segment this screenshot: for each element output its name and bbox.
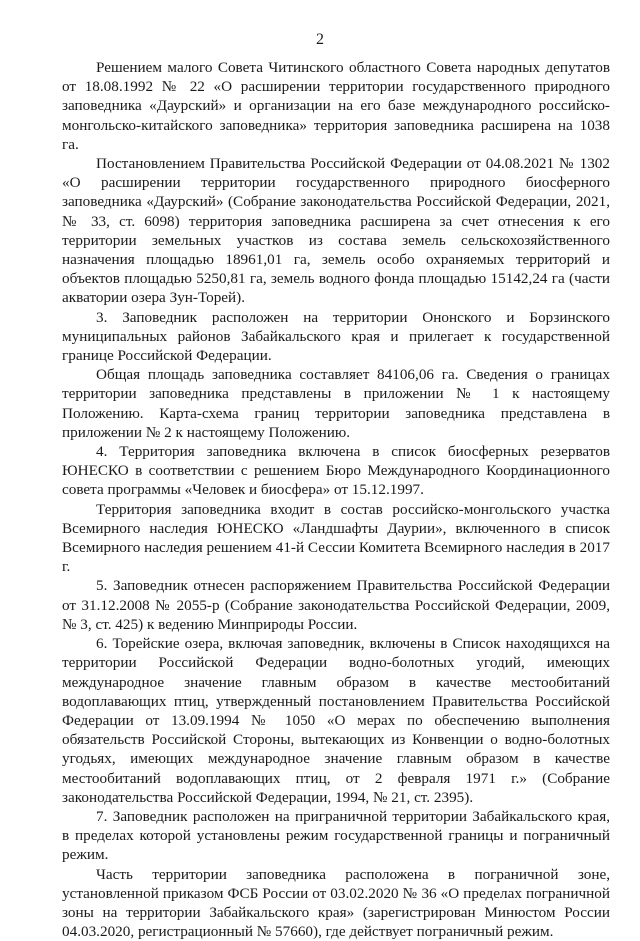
document-body	[62, 58, 610, 941]
paragraph-item-4-unesco-biosphere: 4. Территория заповедника включена в список биосферных резерватов ЮНЕСКО в соответствии с решением Бюро Международного Координационного совета программы «Человек и биосфера» от 15.12.1997.	[62, 443, 610, 499]
paragraph-item-6-wetlands: 6. Торейские озера, включая заповедник, включены в Список находящихся на территории Российской Федерации водно-болотных угодий, имеющих международное значение главным образом в качестве местообитаний водоплавающих птиц, утвержденный постановлением Правительства Российской Федерации от 13.09.1994 № 1050 «О мерах по обеспечению выполнения обязательств Российской Стороны, вытекающих из Конвенции о водно-болотных угодьях, имеющих международное значение главным образом в качестве местообитаний водоплавающих птиц, от 2 февраля 1971 г.» (Собрание законодательства Российской Федерации, 1994, № 21, ст. 2395).	[62, 635, 610, 806]
paragraph-government-resolution-2021: Постановлением Правительства Российской Федерации от 04.08.2021 № 1302 «О расширении территории государственного природного биосферного заповедника «Даурский» (Собрание законодательства Российской Федерации, 2021, № 33, ст. 6098) территория заповедника расширена за счет отнесения к его территории земельных участков из состава земель сельскохозяйственного назначения площадью 18961,01 га, земель особо охраняемых территорий и объектов площадью 5250,81 га, земель водного фонда площадью 15142,24 га (части акватории озера Зун-Торей).	[62, 155, 610, 307]
page-number: 2	[316, 31, 324, 48]
paragraph-item-3-location: 3. Заповедник расположен на территории Ононского и Борзинского муниципальных районов Забайкальского края и прилегает к государственной границе Российской Федерации.	[62, 308, 610, 365]
paragraph-border-zone: Часть территории заповедника расположена в пограничной зоне, установленной приказом ФСБ России от 03.02.2020 № 36 «О пределах пограничной зоны на территории Забайкальского края» (зарегистрирован Минюстом России 04.03.2020, регистрационный № 57660), где действует пограничный режим.	[62, 865, 610, 941]
paragraph-world-heritage: Территория заповедника входит в состав российско-монгольского участка Всемирного наследия ЮНЕСКО «Ландшафты Даурии», включенного в список Всемирного наследия решением 41-й Сессии Комитета Всемирного наследия в 2017 г.	[62, 500, 610, 576]
paragraph-small-council-decision: Решением малого Совета Читинского областного Совета народных депутатов от 18.08.1992 № 22 «О расширении территории государственного природного заповедника «Даурский» и организации на его базе международного российско-монгольско-китайского заповедника» территория заповедника расширена на 1038 га.	[62, 59, 610, 153]
paragraph-item-5-ministry: 5. Заповедник отнесен распоряжением Правительства Российской Федерации от 31.12.2008 № 2055-р (Собрание законодательства Российской Федерации, 2009, № 3, ст. 425) к ведению Минприроды России.	[62, 577, 610, 633]
paragraph-item-7-border-territory: 7. Заповедник расположен на приграничной территории Забайкальского края, в пределах которой установлены режим государственной границы и пограничный режим.	[62, 807, 610, 864]
paragraph-total-area: Общая площадь заповедника составляет 84106,06 га. Сведения о границах территории заповедника представлены в приложении № 1 к настоящему Положению. Карта-схема границ территории заповедника представлена в приложении № 2 к настоящему Положению.	[62, 366, 610, 441]
